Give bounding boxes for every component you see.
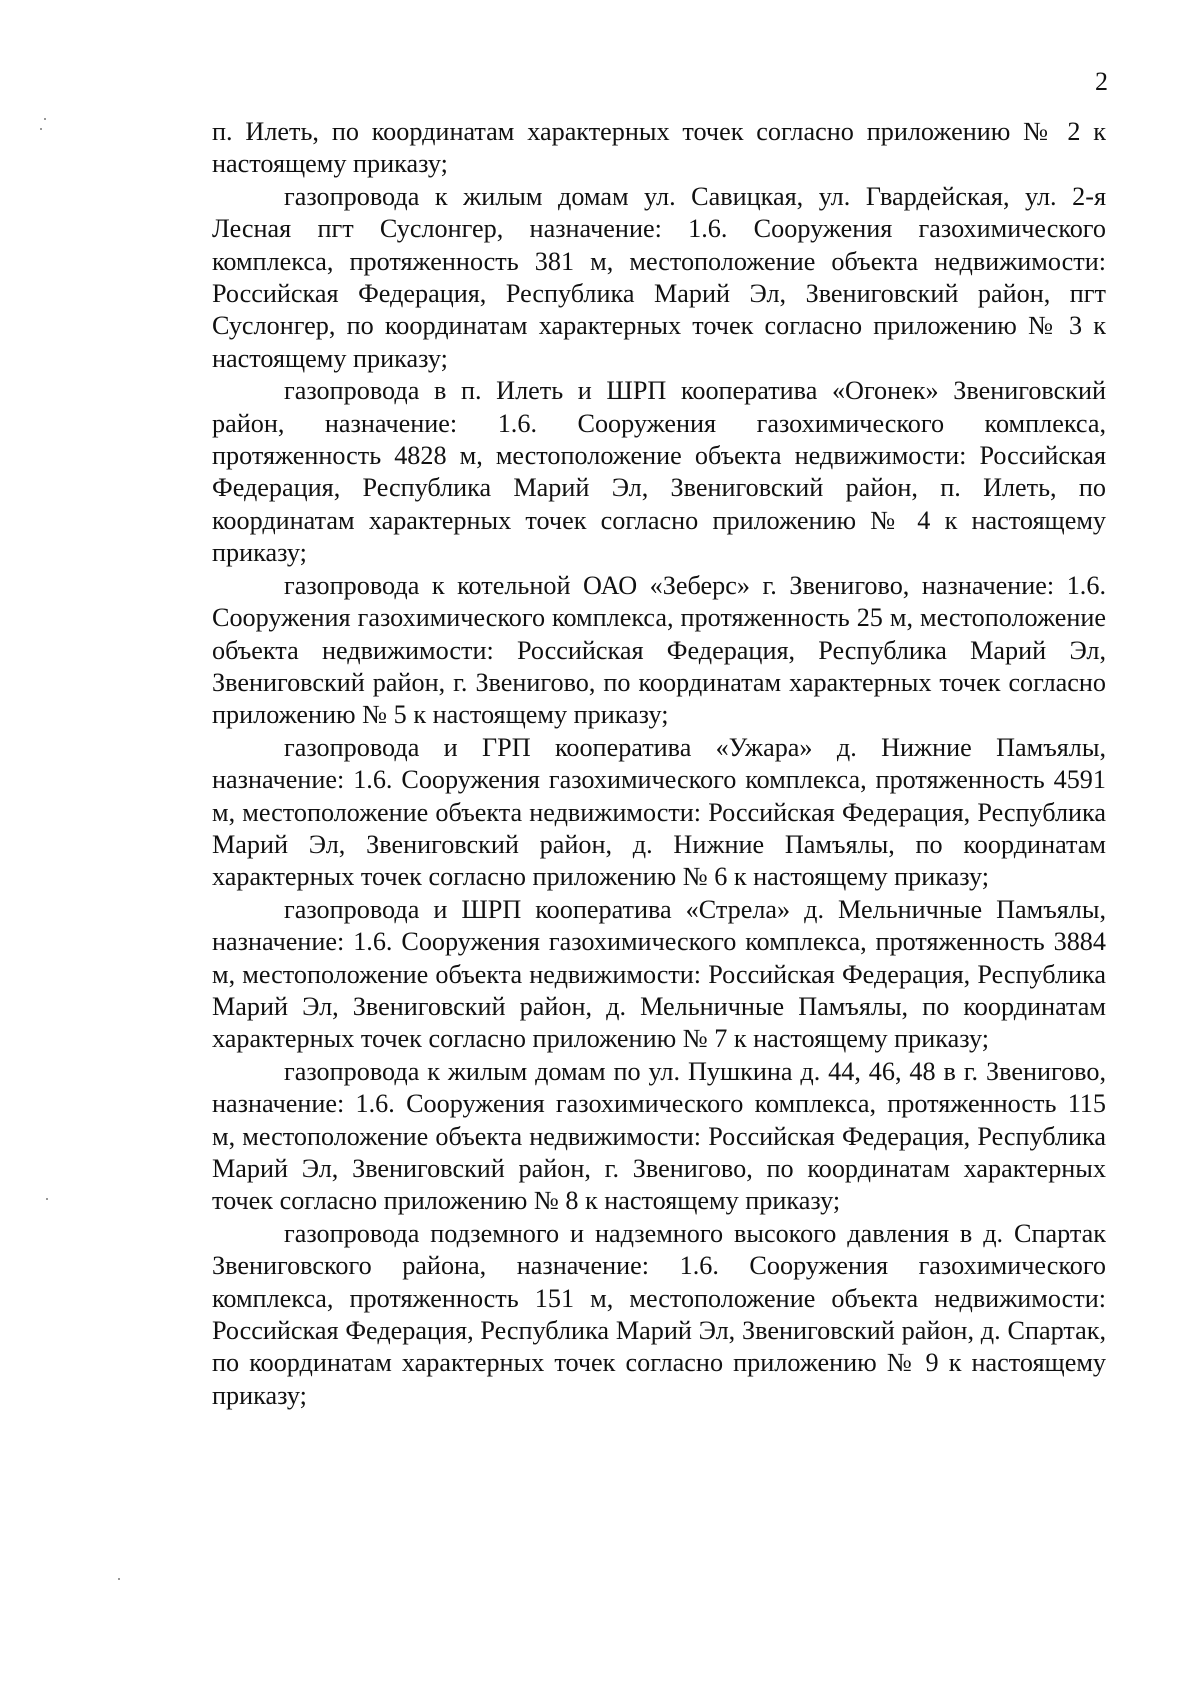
paragraph-item: газопровода к жилым домам по ул. Пушкина д. 44, 46, 48 в г. Звенигово, назначение: 1.6. Сооружения газохимического комплекса, протяженность 115 м, местоположение объекта недвижимости: Российская Федерация, Республика Марий Эл, Звениговский район, г. Звенигово, по координатам характерных точек согласно приложению № 8 к настоящему приказу;	[212, 1056, 1106, 1216]
scan-speck	[40, 128, 42, 130]
scan-speck	[46, 1198, 48, 1200]
paragraph-item: газопровода подземного и надземного высокого давления в д. Спартак Звениговского района, назначение: 1.6. Сооружения газохимического комплекса, протяженность 151 м, местоположение объекта недвижимости: Российская Федерация, Республика Марий Эл, Звениговский район, д. Спартак, по координатам характерных точек согласно приложению № 9 к настоящему приказу;	[212, 1218, 1106, 1410]
paragraph-item: газопровода к жилым домам ул. Савицкая, ул. Гвардейская, ул. 2-я Лесная пгт Суслонгер, назначение: 1.6. Сооружения газохимического комплекса, протяженность 381 м, местоположение объекта недвижимости: Российская Федерация, Республика Марий Эл, Звениговский район, пгт Суслонгер, по координатам характерных точек согласно приложению № 3 к настоящему приказу;	[212, 181, 1106, 373]
page-number: 2	[1095, 67, 1108, 96]
paragraph-item: газопровода к котельной ОАО «Зеберс» г. Звенигово, назначение: 1.6. Сооружения газохимического комплекса, протяженность 25 м, местоположение объекта недвижимости: Российская Федерация, Республика Марий Эл, Звениговский район, г. Звенигово, по координатам характерных точек согласно приложению № 5 к настоящему приказу;	[212, 570, 1106, 730]
scan-speck	[44, 118, 46, 120]
paragraph-item: газопровода и ГРП кооператива «Ужара» д. Нижние Памъялы, назначение: 1.6. Сооружения газохимического комплекса, протяженность 4591 м, местоположение объекта недвижимости: Российская Федерация, Республика Марий Эл, Звениговский район, д. Нижние Памъялы, по координатам характерных точек согласно приложению № 6 к настоящему приказу;	[212, 732, 1106, 892]
paragraph-item: газопровода и ШРП кооператива «Стрела» д. Мельничные Памъялы, назначение: 1.6. Сооружения газохимического комплекса, протяженность 3884 м, местоположение объекта недвижимости: Российская Федерация, Республика Марий Эл, Звениговский район, д. Мельничные Памъялы, по координатам характерных точек согласно приложению № 7 к настоящему приказу;	[212, 894, 1106, 1054]
paragraph-item: газопровода в п. Илеть и ШРП кооператива «Огонек» Звениговский район, назначение: 1.6. Сооружения газохимического комплекса, протяженность 4828 м, местоположение объекта недвижимости: Российская Федерация, Республика Марий Эл, Звениговский район, п. Илеть, по координатам характерных точек согласно приложению № 4 к настоящему приказу;	[212, 376, 1106, 568]
document-body	[212, 116, 1106, 1412]
scan-speck	[118, 1578, 120, 1580]
paragraph-continuation: п. Илеть, по координатам характерных точек согласно приложению № 2 к настоящему приказу;	[212, 117, 1106, 179]
